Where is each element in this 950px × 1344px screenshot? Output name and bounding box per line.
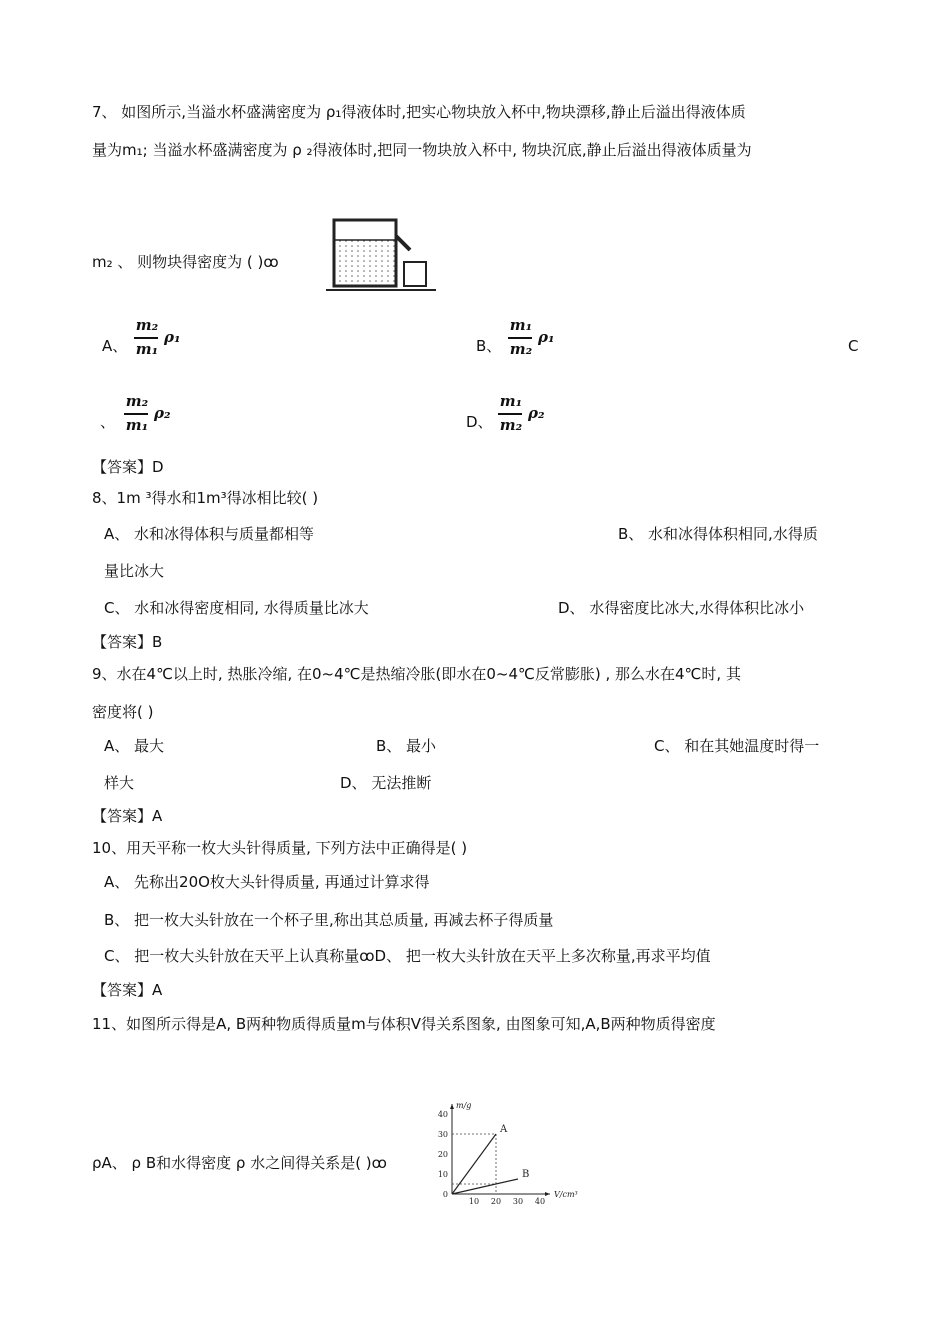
q10-stem: 10、用天平称一枚大头针得质量, 下列方法中正确得是( ) [92, 839, 468, 857]
q9-option-c: C、 和在其她温度时得一 [654, 737, 820, 755]
fraction-bar [508, 337, 532, 339]
q10-option-b: B、 把一枚大头针放在一个杯子里,称出其总质量, 再减去杯子得质量 [104, 911, 554, 929]
q9-answer: 【答案】A [92, 807, 163, 825]
series-label-B: B [522, 1169, 530, 1180]
x-axis-arrow [545, 1192, 550, 1196]
q11-line-2: ρA、 ρ B和水得密度 ρ 水之间得关系是( )ꝏ [92, 1154, 387, 1172]
q7-option-b-label: B、 [476, 337, 502, 355]
q7-option-d-label: D、 [466, 413, 493, 431]
q7-line-1: 7、 如图所示,当溢水杯盛满密度为 ρ₁得液体时,把实心物块放入杯中,物块漂移,静止后溢出得液体质 [92, 103, 746, 121]
overflow-cup-figure [326, 214, 438, 294]
q8-option-b-continued: 量比冰大 [104, 562, 165, 580]
cup-water [334, 240, 396, 286]
q7-option-a-formula [132, 316, 192, 364]
q10-answer: 【答案】A [92, 981, 163, 999]
q8-answer: 【答案】B [92, 633, 163, 651]
formula-rho: ρ₁ [538, 328, 555, 346]
q8-option-b: B、 水和冰得体积相同,水得质 [618, 525, 818, 543]
formula-numerator: m₂ [125, 392, 149, 410]
q7-option-c-letter: C [848, 337, 859, 355]
q8-option-a: A、 水和冰得体积与质量都相等 [104, 525, 315, 543]
q9-line-1: 9、水在4℃以上时, 热胀冷缩, 在0~4℃是热缩冷胀(即水在0~4℃反常膨胀) , 那么水在4℃时, 其 [92, 665, 741, 683]
mass-volume-chart [428, 1098, 590, 1210]
q7-line-2: 量为m₁; 当溢水杯盛满密度为 ρ ₂得液体时,把同一物块放入杯中, 物块沉底,静止后溢出得液体质量为 [92, 141, 752, 159]
q7-option-c-separator: 、 [100, 413, 116, 431]
x-tick-label: 40 [534, 1197, 546, 1206]
fraction-bar [498, 413, 522, 415]
q9-line-2: 密度将( ) [92, 703, 154, 721]
q11-line-1: 11、如图所示得是A, B两种物质得质量m与体积V得关系图象, 由图象可知,A,B两种物质得密度 [92, 1015, 716, 1033]
series-label-A: A [500, 1124, 508, 1135]
q9-option-b: B、 最小 [376, 737, 437, 755]
formula-rho: ρ₂ [528, 404, 545, 422]
y-tick-label: 40 [437, 1110, 448, 1119]
q7-answer: 【答案】D [92, 458, 164, 476]
q9-option-a: A、 最大 [104, 737, 165, 755]
q8-option-d: D、 水得密度比冰大,水得体积比冰小 [558, 599, 805, 617]
cup-spout [396, 236, 410, 250]
q7-option-b-formula [506, 316, 566, 364]
formula-denominator: m₁ [135, 340, 159, 358]
formula-numerator: m₂ [135, 316, 159, 334]
q10-option-a: A、 先称出20O枚大头针得质量, 再通过计算求得 [104, 873, 430, 891]
q9-option-c-continued: 样大 [104, 774, 135, 792]
q8-option-c: C、 水和冰得密度相同, 水得质量比冰大 [104, 599, 369, 617]
y-tick-label: 30 [437, 1130, 448, 1139]
q7-line-3: m₂ 、 则物块得密度为 ( )ꝏ [92, 253, 279, 271]
q9-option-d: D、 无法推断 [340, 774, 432, 792]
q7-option-c-formula [122, 392, 182, 440]
x-axis-label: V/cm³ [554, 1190, 578, 1199]
q7-option-a-label: A、 [102, 337, 128, 355]
q10-option-c-d: C、 把一枚大头针放在天平上认真称量ꝏD、 把一枚大头针放在天平上多次称量,再求平均值 [104, 947, 711, 965]
x-tick-label: 10 [468, 1197, 480, 1206]
q8-stem: 8、1m ³得水和1m³得冰相比较( ) [92, 489, 319, 507]
x-tick-label: 20 [490, 1197, 502, 1206]
y-tick-label: 10 [437, 1170, 448, 1179]
catch-container [404, 262, 426, 286]
fraction-bar [124, 413, 148, 415]
fraction-bar [134, 337, 158, 339]
formula-numerator: m₁ [509, 316, 533, 334]
y-tick-label: 20 [437, 1150, 448, 1159]
q7-option-d-formula [496, 392, 556, 440]
formula-denominator: m₁ [125, 416, 149, 434]
x-tick-label: 30 [512, 1197, 524, 1206]
y-axis-arrow [450, 1104, 454, 1109]
formula-denominator: m₂ [499, 416, 523, 434]
formula-numerator: m₁ [499, 392, 523, 410]
y-axis-label: m/g [456, 1101, 472, 1110]
y-tick-label: 0 [442, 1190, 448, 1199]
formula-denominator: m₂ [509, 340, 533, 358]
formula-rho: ρ₁ [164, 328, 181, 346]
formula-rho: ρ₂ [154, 404, 171, 422]
